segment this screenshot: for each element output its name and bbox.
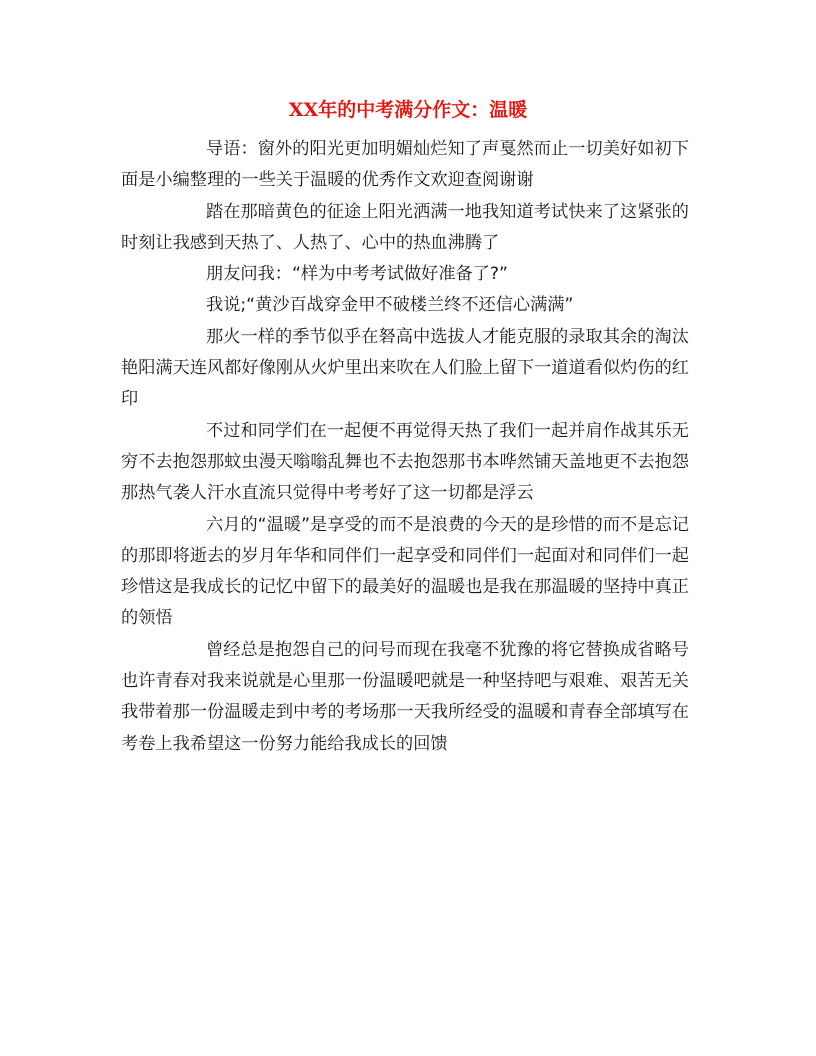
document-title: XX年的中考满分作文：温暖 bbox=[288, 99, 528, 121]
paragraph-6: 六月的“温暖”是享受的而不是浪费的今天的是珍惜的而不是忘记的那即将逝去的岁月年华和同伴们一起享受和同伴们一起面对和同伴们一起珍惜这是我成长的记忆中留下的最美好的温暖也是我在那温暖的坚持中真正的领悟 bbox=[121, 514, 689, 629]
paragraph-2: 朋友问我：“样为中考考试做好准备了?” bbox=[206, 264, 508, 285]
paragraph-intro: 导语：窗外的阳光更加明媚灿烂知了声戛然而止一切美好如初下面是小编整理的一些关于温暖的优秀作文欢迎查阅谢谢 bbox=[121, 139, 689, 191]
paragraph-7: 曾经总是抱怨自己的问号而现在我毫不犹豫的将它替换成省略号也许青春对我来说就是心里那一份温暖吧就是一种坚持吧与艰难、艰苦无关我带着那一份温暖走到中考的考场那一天我所经受的温暖和青春全部填写在考卷上我希望这一份努力能给我成长的回馈 bbox=[121, 639, 689, 754]
paragraph-5: 不过和同学们在一起便不再觉得天热了我们一起并肩作战其乐无穷不去抱怨那蚊虫漫天嗡嗡乱舞也不去抱怨那书本哗然铺天盖地更不去抱怨那热气袭人汗水直流只觉得中考考好了这一切都是浮云 bbox=[121, 420, 689, 504]
paragraph-4: 那火一样的季节似乎在砮高中选拔人才能克服的录取其余的淘汰艳阳满天连风都好像刚从火炉里出来吹在人们脸上留下一道道看似灼伤的红印 bbox=[121, 326, 689, 410]
document-body bbox=[121, 134, 689, 760]
paragraph-3: 我说;“黄沙百战穿金甲不破楼兰终不还信心满满” bbox=[206, 295, 574, 316]
paragraph-1: 踏在那暗黄色的征途上阳光洒满一地我知道考试快来了这紧张的时刻让我感到天热了、人热了、心中的热血沸腾了 bbox=[121, 201, 689, 253]
